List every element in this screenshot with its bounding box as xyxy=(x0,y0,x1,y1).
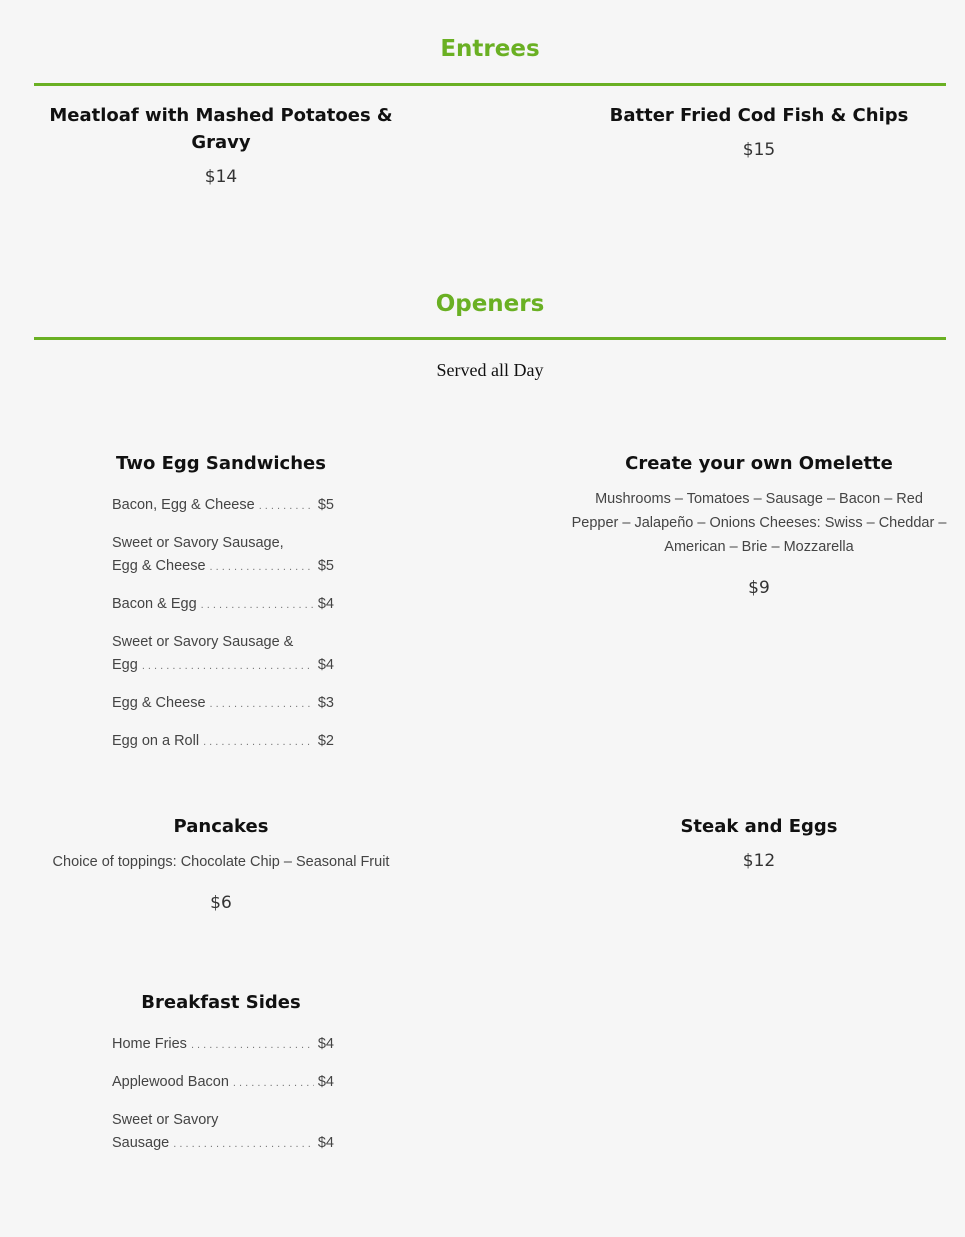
list-item-label: Egg & Cheese xyxy=(112,695,206,711)
list-item-label-line1: Sweet or Savory Sausage, xyxy=(112,535,284,551)
omelette-block xyxy=(570,450,948,598)
pancakes-price: $6 xyxy=(210,893,232,913)
entree-item-title: Batter Fried Cod Fish & Chips xyxy=(609,105,909,126)
two-egg-sandwiches-title: Two Egg Sandwiches xyxy=(116,453,326,474)
list-item xyxy=(112,631,334,678)
list-item xyxy=(112,494,334,518)
dot-leader xyxy=(201,594,314,617)
list-item-price: $4 xyxy=(317,1135,334,1151)
entree-item-cod xyxy=(570,102,948,160)
list-item xyxy=(112,532,334,579)
entree-item-title: Meatloaf with Mashed Potatoes & Gravy xyxy=(49,105,393,153)
steak-and-eggs-title: Steak and Eggs xyxy=(680,816,838,837)
list-item-price: $4 xyxy=(317,657,334,673)
dot-leader xyxy=(233,1072,314,1095)
omelette-price: $9 xyxy=(748,578,770,598)
list-item-price: $5 xyxy=(317,558,334,574)
list-item xyxy=(112,1071,334,1095)
list-item-price: $4 xyxy=(317,596,334,612)
list-item-label: Egg & Cheese xyxy=(112,558,206,574)
list-item xyxy=(112,692,334,716)
openers-heading: Openers xyxy=(435,291,545,317)
dot-leader xyxy=(142,655,314,678)
list-item xyxy=(112,1033,334,1057)
dot-leader xyxy=(203,731,314,754)
list-item-label: Bacon & Egg xyxy=(112,596,197,612)
openers-divider xyxy=(34,337,946,340)
list-item-price: $2 xyxy=(317,733,334,749)
pancakes-title: Pancakes xyxy=(173,816,269,837)
list-item-price: $5 xyxy=(317,497,334,513)
steak-and-eggs-block xyxy=(570,813,948,871)
list-item xyxy=(112,593,334,617)
steak-and-eggs-price: $12 xyxy=(742,851,776,871)
dot-leader xyxy=(210,556,314,579)
list-item-price: $3 xyxy=(317,695,334,711)
omelette-description: Mushrooms – Tomatoes – Sausage – Bacon – Red Pepper – Jalapeño – Onions Cheeses: Swiss – Cheddar – American – Brie – Mozzarella xyxy=(571,491,947,555)
dot-leader xyxy=(259,495,314,518)
entrees-heading: Entrees xyxy=(440,36,540,62)
dot-leader xyxy=(210,693,314,716)
entree-item-meatloaf xyxy=(40,102,402,187)
two-egg-sandwiches-heading-block xyxy=(40,450,402,477)
list-item-label: Egg xyxy=(112,657,138,673)
omelette-title: Create your own Omelette xyxy=(625,453,893,474)
list-item-label: Egg on a Roll xyxy=(112,733,200,749)
openers-subtitle: Served all Day xyxy=(436,360,544,380)
list-item-label: Bacon, Egg & Cheese xyxy=(112,497,255,513)
list-item xyxy=(112,1109,334,1156)
pancakes-block xyxy=(40,813,402,913)
dot-leader xyxy=(191,1034,314,1057)
list-item-label: Home Fries xyxy=(112,1036,187,1052)
breakfast-sides-heading-block xyxy=(40,989,402,1016)
entree-item-price: $14 xyxy=(204,167,238,187)
list-item-label: Sausage xyxy=(112,1135,170,1151)
list-item-price: $4 xyxy=(317,1036,334,1052)
entree-item-price: $15 xyxy=(742,140,776,160)
list-item xyxy=(112,730,334,754)
dot-leader xyxy=(173,1133,314,1156)
two-egg-sandwiches-list xyxy=(112,494,334,768)
pancakes-description: Choice of toppings: Chocolate Chip – Seasonal Fruit xyxy=(52,854,390,870)
breakfast-sides-list xyxy=(112,1033,334,1170)
list-item-label-line1: Sweet or Savory Sausage & xyxy=(112,634,294,650)
list-item-label-line1: Sweet or Savory xyxy=(112,1112,219,1128)
list-item-price: $4 xyxy=(317,1074,334,1090)
breakfast-sides-title: Breakfast Sides xyxy=(141,992,301,1013)
entrees-divider xyxy=(34,83,946,86)
list-item-label: Applewood Bacon xyxy=(112,1074,229,1090)
